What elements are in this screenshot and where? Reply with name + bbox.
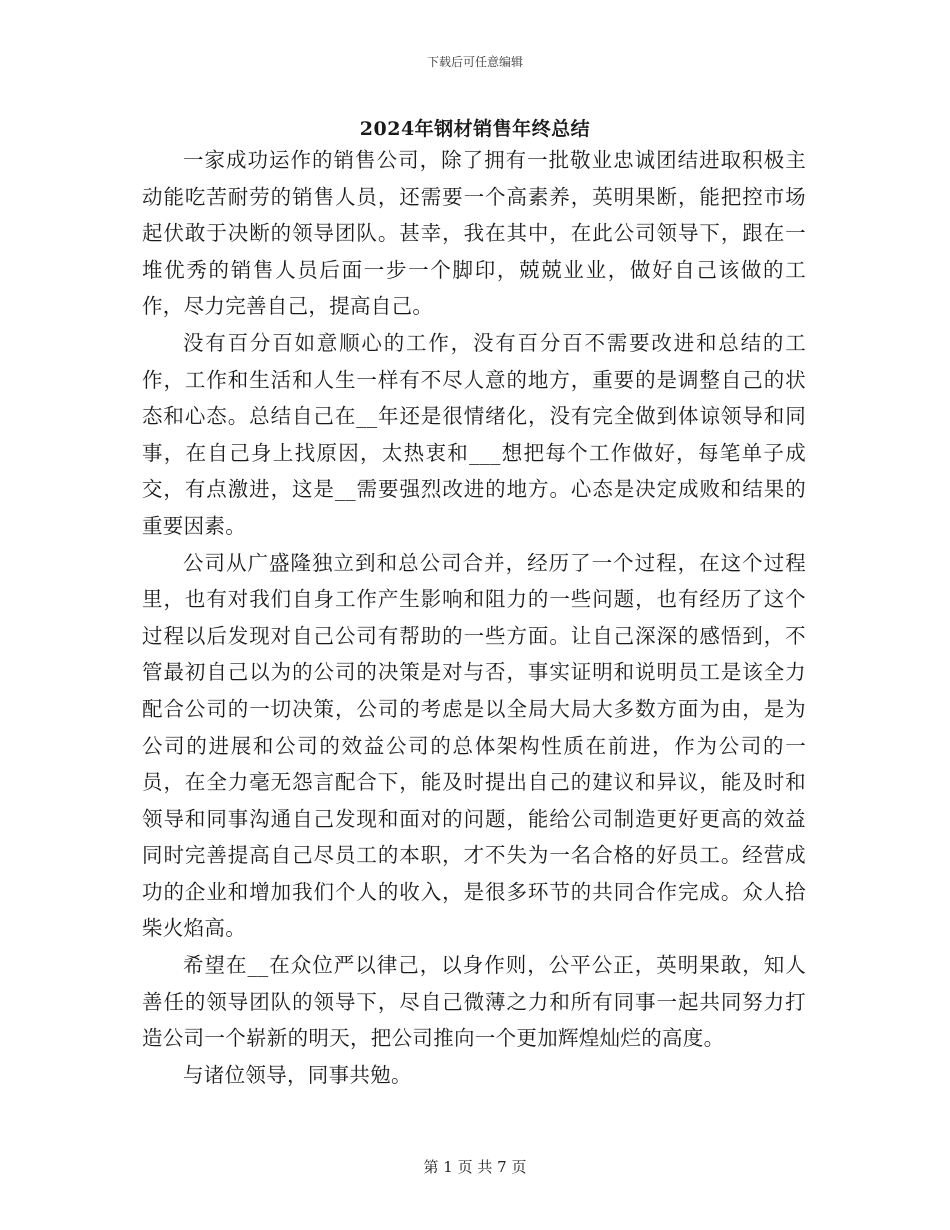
paragraph: 公司从广盛隆独立到和总公司合并，经历了一个过程，在这个过程里，也有对我们自身工作产生影响和阻力的一些问题，也有经历了这个过程以后发现对自己公司有帮助的一些方面。让自己深深的感悟到，不管最初自己以为的公司的决策是对与否，事实证明和说明员工是该全力配合公司的一切决策，公司的考虑是以全局大局大多数方面为由，是为公司的进展和公司的效益公司的总体架构性质在前进，作为公司的一员，在全力毫无怨言配合下，能及时提出自己的建议和异议，能及时和领导和同事沟通自己发现和面对的问题，能给公司制造更好更高的效益同时完善提高自己尽员工的本职，才不失为一名合格的好员工。经营成功的企业和增加我们个人的收入，是很多环节的共同合作完成。众人拾柴火焰高。 (142, 550, 806, 941)
document-body (142, 142, 806, 1093)
document-title: 2024年钢材销售年终总结 (359, 118, 591, 140)
page-number: 第 1 页 共 7 页 (423, 1158, 527, 1176)
header-note: 下载后可任意编辑 (426, 55, 523, 69)
paragraph: 没有百分百如意顺心的工作，没有百分百不需要改进和总结的工作，工作和生活和人生一样有不尽人意的地方，重要的是调整自己的状态和心态。总结自己在__年还是很情绪化，没有完全做到体谅领导和同事，在自己身上找原因，太热衷和___想把每个工作做好，每笔单子成交，有点激进，这是__需要强烈改进的地方。心态是决定成败和结果的重要因素。 (142, 330, 806, 538)
paragraph: 希望在__在众位严以律己，以身作则，公平公正，英明果敢，知人善任的领导团队的领导下，尽自己微薄之力和所有同事一起共同努力打造公司一个崭新的明天，把公司推向一个更加辉煌灿烂的高度。 (142, 953, 806, 1051)
paragraph: 与诸位领导，同事共勉。 (183, 1062, 412, 1087)
paragraph: 一家成功运作的销售公司，除了拥有一批敬业忠诚团结进取积极主动能吃苦耐劳的销售人员，还需要一个高素养，英明果断，能把控市场起伏敢于决断的领导团队。甚幸，我在其中，在此公司领导下，跟在一堆优秀的销售人员后面一步一个脚印，兢兢业业，做好自己该做的工作，尽力完善自己，提高自己。 (142, 148, 806, 319)
